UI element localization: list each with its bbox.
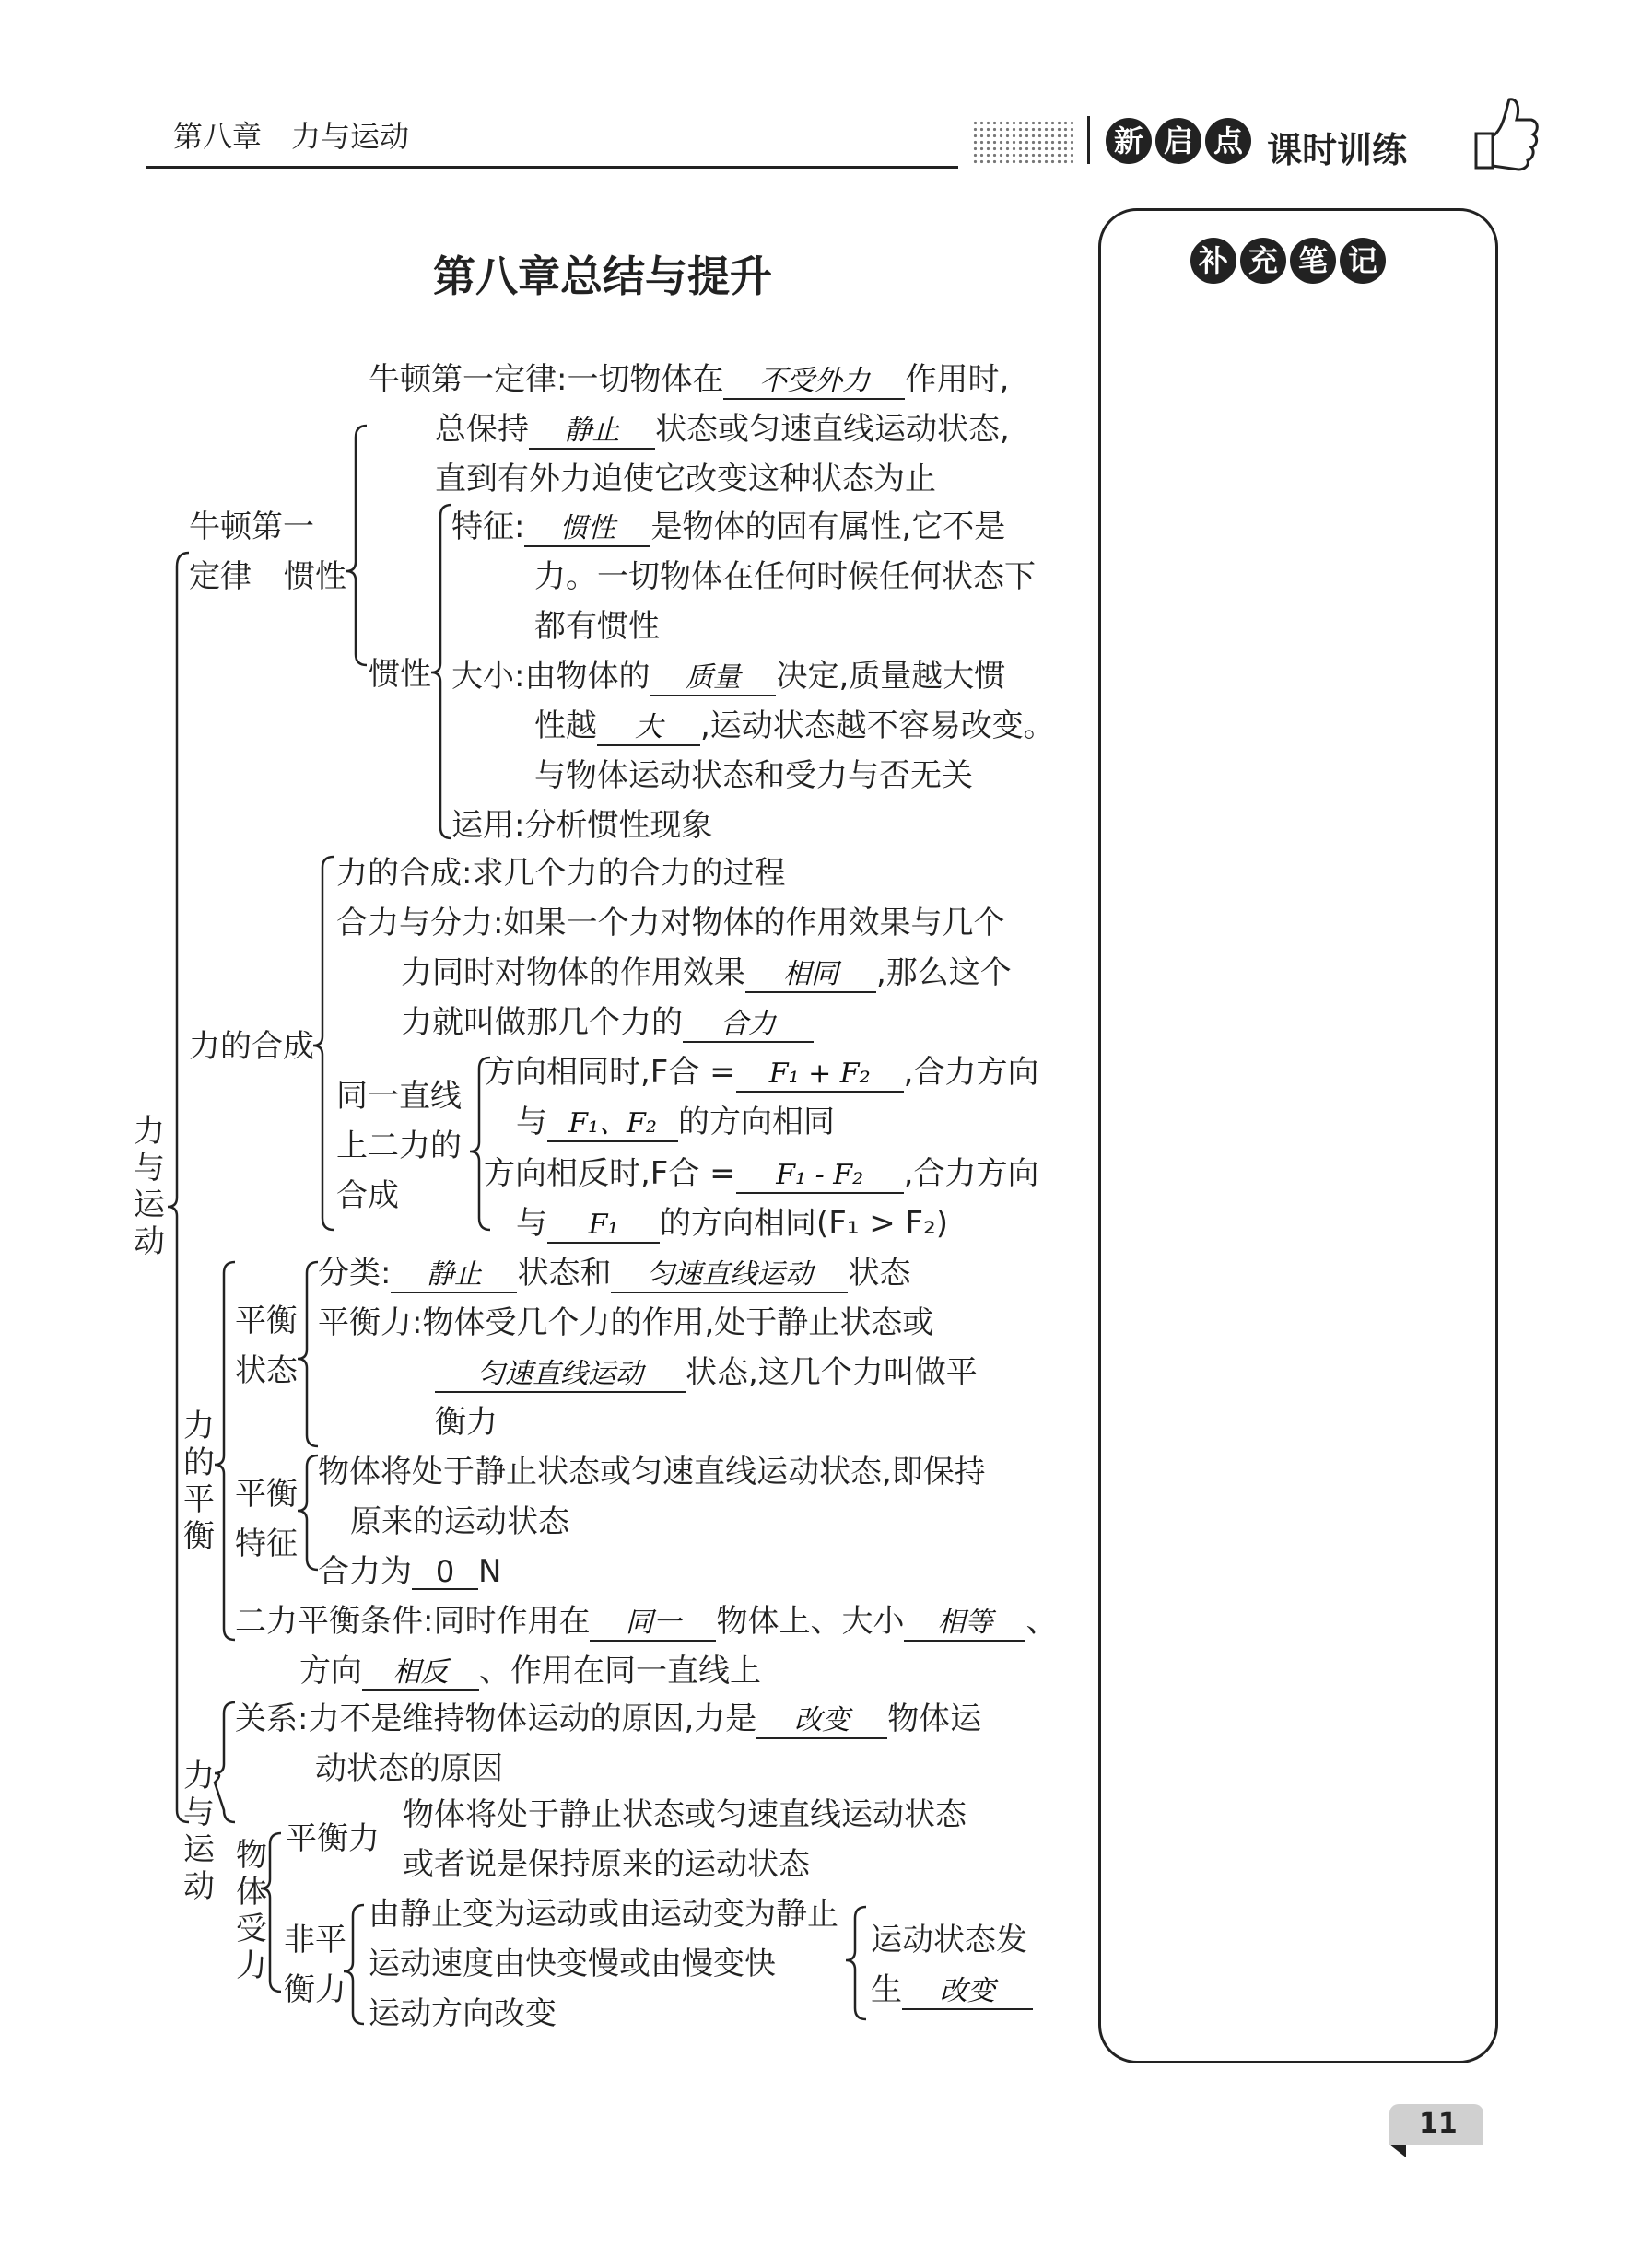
opp-dir-line1 [484, 1155, 1038, 1194]
answer-blank: F₁、F₂ [547, 1107, 678, 1142]
opp-dir-line2 [516, 1205, 948, 1244]
text: 与 [516, 1205, 547, 1242]
state-class-line [318, 1255, 910, 1293]
text: 状态 [848, 1255, 911, 1292]
balance-force-line2 [435, 1354, 978, 1393]
text: 的方向相同 [678, 1104, 835, 1140]
notes-label-char: 笔 [1290, 238, 1336, 284]
text: ,运动状态越不容易改变。 [700, 707, 1055, 744]
same-dir-line1 [484, 1054, 1038, 1093]
answer-blank: 惯性 [524, 512, 650, 547]
text: 合力为 [318, 1553, 412, 1590]
brand-circle: 点 [1205, 118, 1251, 164]
text: 关系:力不是维持物体运动的原因,力是 [235, 1701, 757, 1737]
nonbal-line3: 运动方向改变 [369, 1995, 557, 2032]
answer-blank: 不受外力 [723, 365, 905, 400]
root-label: 力与运动 [134, 1113, 165, 1260]
page-title: 第八章总结与提升 [433, 251, 772, 301]
answer-blank: 大 [597, 711, 700, 746]
text: 状态,这几个力叫做平 [686, 1354, 978, 1391]
s4-label-char: 动 [183, 1868, 215, 1905]
result-line1: 运动状态发 [871, 1922, 1027, 1958]
text: 方向相同时,F合 = [484, 1054, 736, 1091]
brand-circle: 新 [1106, 118, 1152, 164]
s1-law-line1 [369, 361, 1009, 400]
text: ,合力方向 [903, 1054, 1039, 1091]
s1-sub-label: 惯性 [284, 558, 346, 595]
answer-blank: 静止 [529, 415, 655, 450]
text: 二力平衡条件:同时作用在 [235, 1603, 591, 1640]
s1-label-line2: 定律 [189, 558, 252, 595]
text: 是物体的固有属性,它不是 [650, 509, 1006, 545]
text: 的方向相同(F₁ > F₂) [660, 1205, 949, 1242]
s3-label-char: 力 [183, 1408, 215, 1444]
feat-line2: 原来的运动状态 [350, 1503, 569, 1540]
inertia-size-line1 [451, 658, 1005, 696]
text: 与 [516, 1104, 547, 1140]
text: ,那么这个 [876, 954, 1012, 991]
inertia-feature-line3: 都有惯性 [534, 608, 660, 645]
balanced-label: 平衡力 [286, 1820, 380, 1857]
answer-blank: 合力 [683, 1008, 814, 1043]
text: N [478, 1553, 502, 1590]
text: 决定,质量越大惯 [776, 658, 1006, 695]
nonbal-line2: 运动速度由快变慢或由慢变快 [369, 1946, 776, 1982]
brand-text: 课时训练 [1267, 130, 1408, 170]
relation-line1 [235, 1701, 981, 1739]
inertia-use: 运用:分析惯性现象 [451, 807, 713, 844]
s4-label-char: 与 [183, 1795, 215, 1831]
text: 性越 [534, 707, 597, 744]
s4-label-char: 运 [183, 1831, 215, 1868]
answer-blank: F₁ + F₂ [736, 1058, 904, 1093]
text: 分类: [318, 1255, 392, 1292]
text: 总保持 [435, 411, 529, 448]
s3-label-char: 衡 [183, 1518, 215, 1555]
text: 方向 [299, 1653, 362, 1689]
s3-label-char: 的 [183, 1444, 215, 1481]
feat-line1: 物体将处于静止状态或匀速直线运动状态,即保持 [318, 1454, 986, 1491]
s2-resultant-line3 [401, 1004, 814, 1043]
force-label-char: 体 [236, 1874, 267, 1911]
notes-label-char: 记 [1340, 238, 1386, 284]
s1-law-line3: 直到有外力迫使它改变这种状态为止 [435, 461, 936, 497]
inertia-feature-line2: 力。一切物体在任何时候任何状态下 [534, 558, 1036, 595]
answer-blank: 改变 [756, 1704, 887, 1739]
text: 大小:由物体的 [451, 658, 650, 695]
text: 生 [871, 1971, 902, 2008]
condition-line2 [299, 1653, 761, 1691]
line-comp-label-3: 合成 [336, 1177, 399, 1214]
condition-line1 [235, 1603, 1057, 1642]
answer-blank: 同一 [590, 1607, 716, 1642]
notes-label-char: 补 [1190, 238, 1236, 284]
result-line2 [871, 1971, 1033, 2010]
force-label-char: 物 [236, 1837, 267, 1874]
nonbal-label-1: 非平 [284, 1922, 346, 1958]
chapter-header: 第八章 力与运动 [173, 119, 410, 154]
line-comp-label-2: 上二力的 [336, 1128, 462, 1164]
text: 方向相反时,F合 = [484, 1155, 736, 1192]
force-label-char: 力 [236, 1947, 267, 1984]
balanced-line1: 物体将处于静止状态或匀速直线运动状态 [403, 1796, 967, 1833]
s2-definition: 力的合成:求几个力的合力的过程 [336, 855, 786, 892]
answer-blank: F₁ [547, 1209, 660, 1244]
answer-blank: 相等 [904, 1607, 1025, 1642]
s1-law-line2 [435, 411, 1010, 450]
text: 作用时, [905, 361, 1010, 398]
text: 牛顿第一定律:一切物体在 [369, 361, 724, 398]
balanced-line2: 或者说是保持原来的运动状态 [403, 1846, 810, 1883]
answer-blank: 改变 [902, 1975, 1033, 2010]
text: 、作用在同一直线上 [479, 1653, 761, 1689]
inertia-label: 惯性 [369, 656, 431, 693]
text: ,合力方向 [903, 1155, 1039, 1192]
line-comp-label-1: 同一直线 [336, 1078, 462, 1115]
text: 物体上、大小 [716, 1603, 905, 1640]
relation-line2: 动状态的原因 [315, 1750, 503, 1787]
notes-label-char: 充 [1240, 238, 1286, 284]
feat-line3 [318, 1553, 501, 1590]
inertia-size-line3: 与物体运动状态和受力与否无关 [534, 757, 973, 794]
feat-label-1: 平衡 [235, 1476, 298, 1513]
answer-blank: 相同 [745, 958, 876, 993]
page-number: 11 [1419, 2108, 1458, 2140]
answer-blank: 相反 [362, 1656, 479, 1691]
answer-blank: 匀速直线运动 [435, 1358, 686, 1393]
text: 物体运 [887, 1701, 982, 1737]
text: 特征: [451, 509, 525, 545]
state-label-2: 状态 [235, 1352, 298, 1389]
answer-blank: 质量 [650, 661, 776, 696]
answer-blank: 匀速直线运动 [611, 1258, 848, 1293]
nonbal-line1: 由静止变为运动或由运动变为静止 [369, 1896, 838, 1933]
s2-label: 力的合成 [189, 1028, 314, 1065]
brand-circle: 启 [1155, 118, 1201, 164]
s4-label-char: 力 [183, 1758, 215, 1795]
s1-label-line1: 牛顿第一 [189, 509, 314, 545]
page-corner [1389, 2145, 1406, 2157]
balance-force-line3: 衡力 [435, 1404, 498, 1441]
text: 状态和 [517, 1255, 612, 1292]
text: 力同时对物体的作用效果 [401, 954, 745, 991]
same-dir-line2 [516, 1104, 835, 1142]
nonbal-label-2: 衡力 [284, 1971, 346, 2008]
balance-force-line1: 平衡力:物体受几个力的作用,处于静止状态或 [318, 1304, 934, 1341]
force-label-char: 受 [236, 1911, 267, 1947]
inertia-feature-line1 [451, 509, 1005, 547]
text: 、 [1025, 1603, 1058, 1640]
state-label-1: 平衡 [235, 1303, 298, 1339]
answer-blank: 0 [412, 1555, 478, 1590]
feat-label-2: 特征 [235, 1526, 298, 1562]
answer-blank: 静止 [391, 1258, 517, 1293]
s3-label-char: 平 [183, 1481, 215, 1518]
s2-resultant-line1: 合力与分力:如果一个力对物体的作用效果与几个 [336, 905, 1005, 941]
text: 状态或匀速直线运动状态, [655, 411, 1010, 448]
text: 力就叫做那几个力的 [401, 1004, 683, 1041]
answer-blank: F₁ - F₂ [736, 1159, 904, 1194]
s2-resultant-line2 [401, 954, 1012, 993]
inertia-size-line2 [534, 707, 1055, 746]
